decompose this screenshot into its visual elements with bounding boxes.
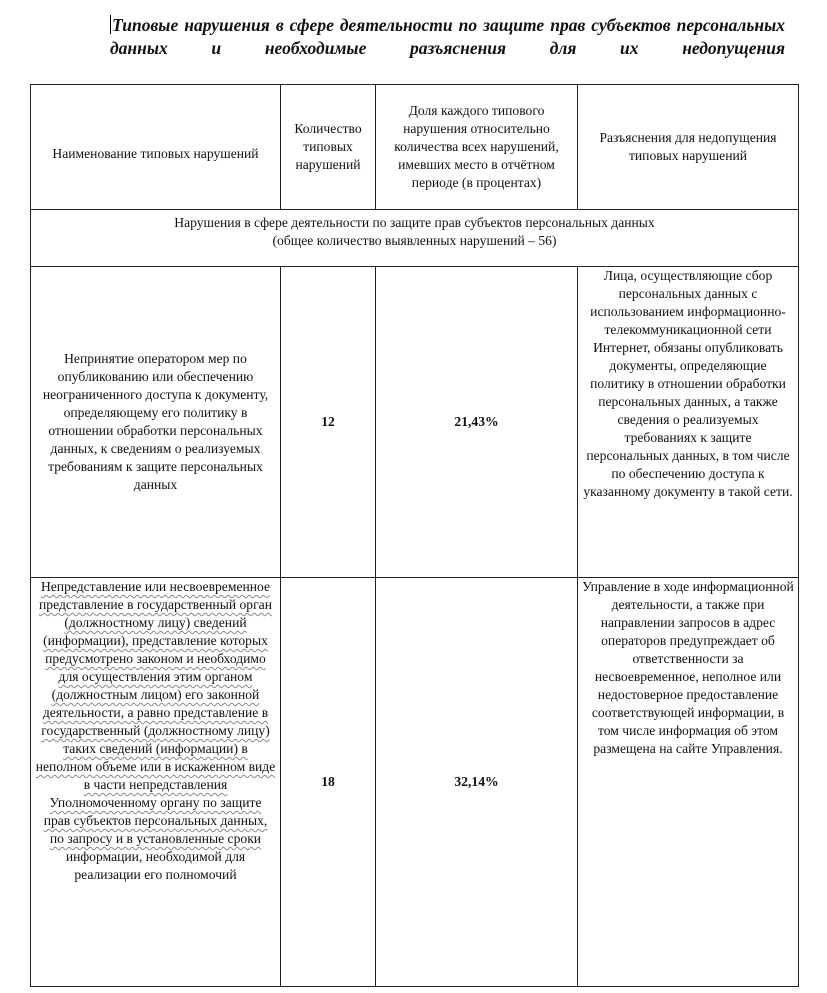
table-header-row	[31, 85, 799, 210]
row-2-name-rest: информации, необходимой для реализации его полномочий	[65, 849, 246, 882]
document-title-text: Типовые нарушения в сфере деятельности по защите прав субъектов персональных данных и необходимые разъяснения для их недопущения	[110, 15, 785, 58]
header-name: Наименование типовых нарушений	[31, 85, 281, 210]
row-1-explanation: Лица, осуществляющие сбор персональных данных с использованием информационно-телекоммуникационной сети Интернет, обязаны опубликовать документы, определяющие политику в отношении обработки персональных данных, а также сведения о реализуемых требованиях к защите персональных данных, в том числе по обеспечению доступа к указанному документу в такой сети.	[578, 267, 799, 578]
row-2-name-underlined: Непредставление или несвоевременное представление в государственный орган (должностному лицу) сведений (информации), представление которых предусмотрено законом и необходимо для осуществления этим органом (должностным лицом) его законной деятельности, а равно представление в государственный (должностному лицу) таких сведений (информации) в неполном объеме или в искаженном виде в части непредставления Уполномоченному органу по защите прав субъектов персональных данных, по запросу и в установленные сроки	[35, 579, 276, 846]
row-1-name: Непринятие оператором мер по опубликованию или обеспечению неограниченного доступа к документу, определяющему его политику в отношении обработки персональных данных, к сведениям о реализуемых требованиям к защите персональных данных	[31, 267, 281, 578]
header-explanation: Разъяснения для недопущения типовых нарушений	[578, 85, 799, 210]
row-2-name	[31, 578, 281, 987]
row-2-explanation: Управление в ходе информационной деятельности, а также при направлении запросов в адрес операторов предупреждает об ответственности за несвоевременное, неполное или недостоверное предоставление соответствующей информации, в том числе информация об этом размещена на сайте Управления.	[578, 578, 799, 987]
section-row	[31, 210, 799, 267]
row-2-count: 18	[281, 578, 376, 987]
header-count: Количество типовых нарушений	[281, 85, 376, 210]
section-title	[31, 210, 799, 267]
table-row	[31, 267, 799, 578]
section-line-1: Нарушения в сфере деятельности по защите прав субъектов персональных данных	[174, 215, 655, 230]
header-share: Доля каждого типового нарушения относительно количества всех нарушений, имевших место в отчётном периоде (в процентах)	[376, 85, 578, 210]
violations-table	[30, 84, 799, 987]
text-cursor	[110, 15, 111, 34]
table-row	[31, 578, 799, 987]
row-2-share: 32,14%	[376, 578, 578, 987]
row-1-share: 21,43%	[376, 267, 578, 578]
row-1-count: 12	[281, 267, 376, 578]
section-line-2: (общее количество выявленных нарушений – 56)	[272, 233, 557, 248]
document-title	[110, 14, 785, 60]
